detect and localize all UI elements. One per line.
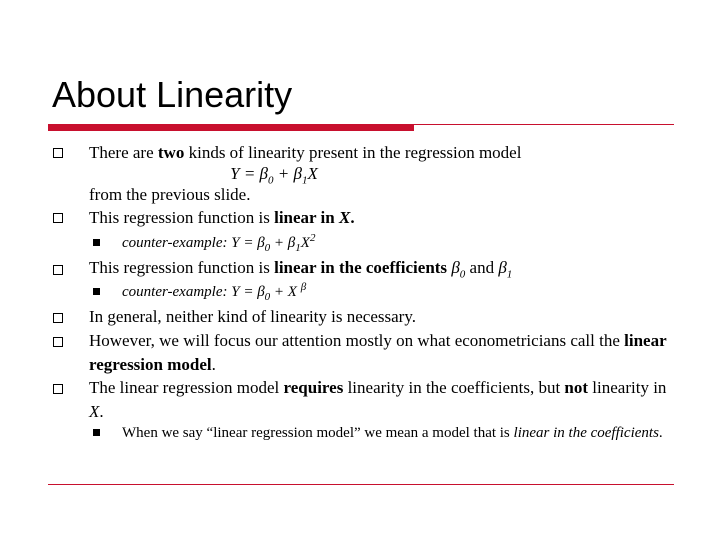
- bullet-3-sub: counter-example: $Y = \beta_0 + X$ $^\beta$: [122, 281, 307, 303]
- hollow-square-icon: [53, 384, 63, 394]
- hollow-square-icon: [53, 148, 63, 158]
- hollow-square-icon: [53, 337, 63, 347]
- title-rule-accent: [48, 124, 414, 131]
- hollow-square-icon: [53, 313, 63, 323]
- slide-title: About Linearity: [52, 74, 293, 115]
- hollow-square-icon: [53, 265, 63, 275]
- bullet-2-text: This regression function is linear in X.: [89, 208, 355, 227]
- footer-rule: [48, 484, 674, 485]
- filled-square-icon: [93, 239, 100, 246]
- bullet-1-tail: from the previous slide.: [89, 185, 251, 204]
- filled-square-icon: [93, 288, 100, 295]
- bullet-1-text: There are two kinds of linearity present in the regression model: [89, 143, 522, 162]
- bullet-6-sub: When we say “linear regression model” we mean a model that is linear in the coefficients.: [122, 425, 663, 441]
- bullet-1-equation: $Y = \beta_0 + \beta_1X$: [230, 164, 318, 187]
- bullet-2-sub: counter-example: $Y = \beta_0 + \beta_1X^2$: [122, 232, 316, 254]
- bullet-6-text: The linear regression model requires linearity in the coefficients, but not linearity in X.: [89, 378, 667, 421]
- bullet-5-text: However, we will focus our attention mostly on what econometricians call the linear regression model.: [89, 331, 667, 374]
- filled-square-icon: [93, 429, 100, 436]
- hollow-square-icon: [53, 213, 63, 223]
- title-rule-line: [48, 124, 674, 125]
- bullet-4-text: In general, neither kind of linearity is necessary.: [89, 307, 416, 326]
- bullet-3-text: This regression function is linear in the coefficients $\beta_0$ and $\beta_1$: [89, 258, 513, 281]
